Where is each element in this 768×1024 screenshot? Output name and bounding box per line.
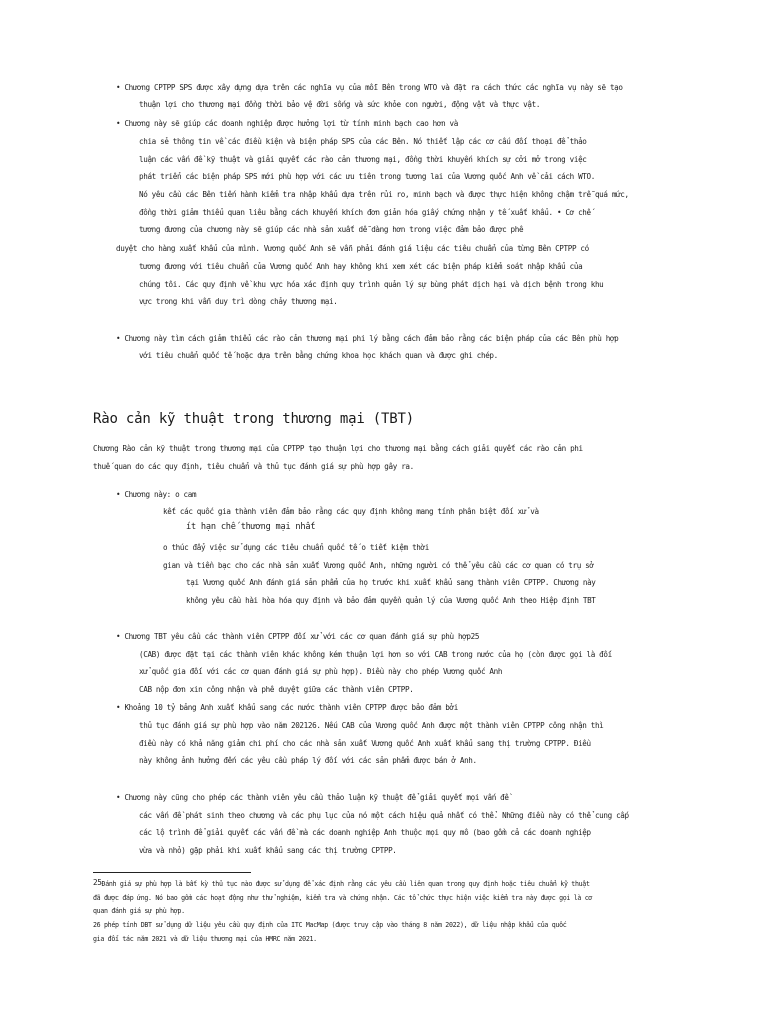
sps-bullet-2-line-11: vực trong khi vẫn duy trì dòng chảy thương mại. [139, 297, 338, 306]
tbt-heading: Rào cản kỹ thuật trong thương mại (TBT) [93, 411, 414, 427]
sps-bullet-2-line-9: tương đương với tiêu chuẩn của Vương quốc Anh hay không khi xem xét các biện pháp kiểm soát nhập khẩu của [139, 262, 583, 271]
tbt-bullet-4-line-4: vừa và nhỏ) gặp phải khi xuất khẩu sang các thị trường CPTPP. [139, 846, 397, 855]
sps-bullet-2-line-10: chúng tôi. Các quy định về khu vực hóa xác định quy trình quản lý sự bùng phát dịch hại và dịch bệnh trong khu [139, 280, 604, 289]
sps-bullet-2-line-4: phát triển các biện pháp SPS mới phù hợp với các ưu tiên trong tương lai của Vương quốc Anh về cải cách WTO. [139, 172, 595, 181]
sps-bullet-2-line-2: chia sẻ thông tin về các điều kiện và biện pháp SPS của các Bên. Nó thiết lập các cơ cấu đối thoại để thảo [139, 137, 587, 146]
tbt-bullet-3-line-1: • Khoảng 10 tỷ bảng Anh xuất khẩu sang các nước thành viên CPTPP được bảo đảm bởi [116, 703, 458, 712]
tbt-bullet-1-line-7: không yêu cầu hài hòa hóa quy định và bảo đảm quyền quản lý của Vương quốc Anh theo Hiệp định TBT [186, 596, 596, 605]
tbt-intro-line-2: thuế quan do các quy định, tiêu chuẩn và thủ tục đánh giá sự phù hợp gây ra. [93, 462, 414, 471]
sps-bullet-2-line-5: Nó yêu cầu các Bên tiến hành kiểm tra nhập khẩu dựa trên rủi ro, minh bạch và được thực hiện không chậm trễ quá mức, [139, 190, 629, 199]
sps-bullet-1-line-1: • Chương CPTPP SPS được xây dựng dựa trên các nghĩa vụ của mỗi Bên trong WTO và đặt ra cách thức các nghĩa vụ này sẽ tạo [116, 83, 623, 92]
tbt-bullet-2-line-2: (CAB) được đặt tại các thành viên khác không kém thuận lợi hơn so với CAB trong nước của họ (còn được gọi là đối [139, 650, 612, 659]
tbt-bullet-4-line-3: các lộ trình để giải quyết các vấn đề mà các doanh nghiệp Anh thuộc mọi quy mô (bao gồm cả các doanh nghiệp [139, 828, 591, 837]
footnote-26-line-1: 26 phép tính DBT sử dụng dữ liệu yêu cầu quy định của ITC MacMap (được truy cập vào tháng 8 năm 2022), dữ liệu nhập khẩu của quốc [93, 921, 567, 929]
sps-bullet-3-line-1: • Chương này tìm cách giảm thiểu các rào cản thương mại phi lý bằng cách đảm bảo rằng các biện pháp của các Bên phù hợp [116, 334, 619, 343]
tbt-bullet-1-line-1: • Chương này: o cam [116, 490, 197, 499]
footnote-25-number: 25 [93, 878, 102, 887]
tbt-bullet-1-line-4: o thúc đẩy việc sử dụng các tiêu chuẩn quốc tế o tiết kiệm thời [163, 543, 429, 552]
tbt-bullet-3-line-3: điều này có khả năng giảm chi phí cho các nhà sản xuất Vương quốc Anh xuất khẩu sang thị trường CPTPP. Điều [139, 739, 591, 748]
tbt-bullet-1-line-3: ít hạn chế thương mại nhất [186, 522, 316, 532]
footnote-25-text: Đánh giá sự phù hợp là bất kỳ thủ tục nào được sử dụng để xác định rằng các yêu cầu liên quan trong quy định hoặc tiêu chuẩn kỹ thuật [101, 880, 590, 888]
sps-bullet-2-line-7: tương đương của chương này sẽ giúp các nhà sản xuất dễ dàng hơn trong việc đảm bảo được phê [139, 225, 524, 234]
sps-bullet-3-line-2: với tiêu chuẩn quốc tế hoặc dựa trên bằng chứng khoa học khách quan và được ghi chép. [139, 351, 498, 360]
tbt-bullet-2-line-1: • Chương TBT yêu cầu các thành viên CPTPP đối xử với các cơ quan đánh giá sự phù hợp25 [116, 632, 480, 641]
tbt-bullet-1-line-2: kết các quốc gia thành viên đảm bảo rằng các quy định không mang tính phân biệt đối xử và [163, 507, 539, 516]
sps-bullet-2-line-8: duyệt cho hàng xuất khẩu của mình. Vương quốc Anh sẽ vẫn phải đánh giá liệu các tiêu chuẩn của từng Bên CPTPP có [116, 244, 589, 253]
tbt-bullet-2-line-4: CAB nộp đơn xin công nhận và phê duyệt giữa các thành viên CPTPP. [139, 685, 414, 694]
tbt-bullet-3-line-4: này không ảnh hưởng đến các yêu cầu pháp lý đối với các sản phẩm được bán ở Anh. [139, 756, 477, 765]
footnote-25-line-1 [93, 880, 590, 889]
footnote-25-line-2: đã được đáp ứng. Nó bao gồm các hoạt động như thử nghiệm, kiểm tra và chứng nhận. Các tổ chức thực hiện việc kiểm tra này được gọi là cơ [93, 894, 593, 902]
tbt-bullet-3-line-2: thủ tục đánh giá sự phù hợp vào năm 202126. Nếu CAB của Vương quốc Anh được một thành viên CPTPP công nhận thì [139, 721, 604, 730]
tbt-bullet-1-line-5: gian và tiền bạc cho các nhà sản xuất Vương quốc Anh, những người có thể yêu cầu các cơ quan có trụ sở [163, 561, 594, 570]
tbt-bullet-2-line-3: xử quốc gia đối với các cơ quan đánh giá sự phù hợp). Điều này cho phép Vương quốc Anh [139, 667, 503, 676]
footnote-25-line-3: quan đánh giá sự phù hợp. [93, 907, 185, 915]
sps-bullet-2-line-1: • Chương này sẽ giúp các doanh nghiệp được hưởng lợi từ tính minh bạch cao hơn và [116, 119, 458, 128]
footnote-26-line-2: gia đối tác năm 2021 và dữ liệu thương mại của HMRC năm 2021. [93, 935, 317, 943]
tbt-bullet-1-line-6: tại Vương quốc Anh đánh giá sản phẩm của họ trước khi xuất khẩu sang thành viên CPTPP. Chương này [186, 578, 596, 587]
sps-bullet-2-line-6: đồng thời giảm thiểu quan liêu bằng cách khuyến khích đơn giản hóa giấy chứng nhận y tế xuất khẩu. • Cơ chế [139, 208, 591, 217]
sps-bullet-1-line-2: thuận lợi cho thương mại đồng thời bảo vệ đời sống và sức khỏe con người, động vật và thực vật. [139, 100, 541, 109]
tbt-bullet-4-line-1: • Chương này cũng cho phép các thành viên yêu cầu thảo luận kỹ thuật để giải quyết mọi vấn đề [116, 793, 509, 802]
tbt-intro-line-1: Chương Rào cản kỹ thuật trong thương mại của CPTPP tạo thuận lợi cho thương mại bằng cách giải quyết các rào cản phi [93, 444, 583, 453]
tbt-bullet-4-line-2: các vấn đề phát sinh theo chương và các phụ lục của nó một cách hiệu quả nhất có thể. Những điều này có thể cung cấp [139, 811, 629, 820]
footnote-divider [93, 872, 251, 873]
sps-bullet-2-line-3: luận các vấn đề kỹ thuật và giải quyết các rào cản thương mại, đồng thời khuyến khích sự cởi mở trong việc [139, 155, 587, 164]
